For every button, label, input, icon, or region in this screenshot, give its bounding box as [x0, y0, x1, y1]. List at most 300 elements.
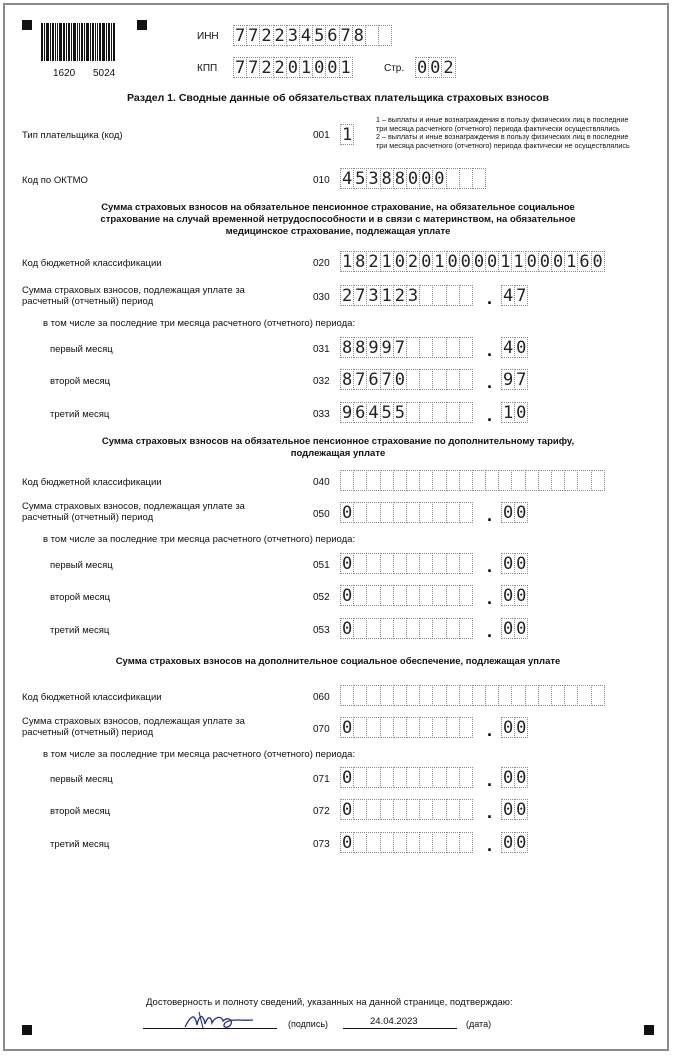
char-cell	[419, 585, 433, 606]
char-cell	[459, 799, 473, 820]
char-cell	[380, 470, 394, 491]
char-cell: 0	[341, 800, 353, 820]
page-number-field	[415, 57, 455, 78]
char-cell	[485, 685, 499, 706]
char-cell	[459, 553, 473, 574]
char-cell	[353, 553, 367, 574]
char-cell: 0	[421, 252, 432, 272]
char-cell	[432, 799, 446, 820]
block1-title	[5, 202, 671, 238]
char-cell	[380, 717, 394, 738]
char-cell: 0	[516, 503, 527, 523]
char-cell	[446, 553, 460, 574]
decimal-part	[501, 717, 527, 738]
integer-part	[340, 585, 472, 606]
char-cell: 0	[516, 768, 527, 788]
decimal-point: .	[487, 340, 493, 360]
block3-title	[5, 656, 671, 668]
char-cell: 4	[368, 403, 379, 423]
char-cell: 0	[592, 252, 603, 272]
char-cell	[551, 685, 565, 706]
block1-m1-code: 031	[313, 344, 330, 355]
char-cell: 1	[566, 252, 577, 272]
char-cell	[393, 717, 407, 738]
block1-kbk-field	[340, 251, 604, 272]
block1-m1-label: первый месяц	[50, 344, 113, 355]
block2-sum-code: 050	[313, 509, 330, 520]
block2-kbk-field	[340, 470, 604, 491]
decimal-point: .	[487, 720, 493, 740]
char-cell	[366, 553, 380, 574]
char-cell	[366, 502, 380, 523]
char-cell: 4	[300, 26, 312, 46]
char-cell	[366, 585, 380, 606]
decimal-part	[501, 767, 527, 788]
decimal-part	[501, 618, 527, 639]
char-cell	[432, 767, 446, 788]
char-cell: 0	[502, 768, 514, 788]
char-cell	[353, 767, 367, 788]
char-cell	[419, 337, 433, 358]
char-cell	[380, 502, 394, 523]
confirmation-text: Достоверность и полноту сведений, указанных на данной странице, подтверждаю:	[146, 997, 513, 1008]
char-cell: 0	[516, 833, 527, 853]
char-cell	[432, 618, 446, 639]
signature-label: (подпись)	[288, 1019, 329, 1029]
char-cell: 0	[341, 833, 353, 853]
char-cell: 0	[502, 619, 514, 639]
char-cell: 8	[394, 169, 405, 189]
char-cell: 2	[407, 252, 419, 272]
char-cell	[498, 470, 512, 491]
decimal-part	[501, 337, 527, 358]
char-cell: 9	[381, 338, 392, 358]
inn-field	[233, 25, 391, 46]
char-cell	[406, 685, 420, 706]
char-cell	[446, 799, 460, 820]
char-cell: 7	[340, 26, 351, 46]
char-cell	[525, 470, 539, 491]
char-cell	[591, 470, 605, 491]
char-cell	[459, 585, 473, 606]
char-cell	[459, 685, 473, 706]
char-cell: 2	[274, 58, 285, 78]
char-cell: 0	[487, 252, 498, 272]
block1-m3-label: третий месяц	[50, 409, 110, 420]
char-cell	[446, 685, 460, 706]
block1-title-line3: медицинское страхование, подлежащая уплате	[225, 226, 451, 237]
char-cell	[432, 685, 446, 706]
char-cell	[446, 832, 460, 853]
form-page	[3, 3, 669, 1051]
integer-part	[340, 553, 472, 574]
char-cell	[419, 767, 433, 788]
integer-part	[340, 402, 472, 423]
char-cell	[459, 832, 473, 853]
block1-sum-code: 030	[313, 292, 330, 303]
payer-type-field	[340, 124, 353, 145]
block2-title	[5, 436, 671, 460]
char-cell	[446, 717, 460, 738]
block3-sum-label	[22, 716, 245, 738]
payer-type-note-1: 1 – выплаты и иные вознаграждения в пользу физических лиц в последние	[376, 115, 629, 124]
char-cell: 4	[502, 286, 514, 306]
block2-m2-label: второй месяц	[50, 592, 111, 603]
char-cell: 0	[314, 58, 325, 78]
char-cell: 0	[394, 252, 405, 272]
char-cell	[393, 502, 407, 523]
block3-months-label: в том числе за последние три месяца расчетного (отчетного) периода:	[43, 749, 356, 760]
char-cell	[459, 470, 473, 491]
block3-m2-label: второй месяц	[50, 806, 111, 817]
char-cell: 7	[381, 370, 392, 390]
char-cell	[380, 685, 394, 706]
char-cell	[406, 402, 420, 423]
corner-marker-bottom-right	[644, 1025, 654, 1035]
char-cell: 3	[368, 169, 379, 189]
decimal-part	[501, 502, 527, 523]
char-cell	[393, 618, 407, 639]
block1-m3-code: 033	[313, 409, 330, 420]
char-cell	[525, 685, 539, 706]
char-cell: 7	[248, 58, 259, 78]
char-cell: 0	[502, 800, 514, 820]
block3-m1-label: первый месяц	[50, 774, 113, 785]
char-cell	[419, 369, 433, 390]
decimal-point: .	[487, 288, 493, 308]
block2-sum-label	[22, 501, 245, 523]
char-cell	[353, 717, 367, 738]
char-cell	[406, 369, 420, 390]
char-cell: 3	[287, 26, 298, 46]
decimal-point: .	[487, 405, 493, 425]
char-cell: 0	[526, 252, 537, 272]
char-cell	[511, 685, 525, 706]
char-cell: 1	[341, 252, 353, 272]
char-cell	[459, 369, 473, 390]
date-line	[343, 1028, 457, 1029]
oktmo-code: 010	[313, 175, 330, 186]
char-cell	[432, 502, 446, 523]
char-cell: 7	[516, 286, 527, 306]
char-cell: 2	[394, 286, 405, 306]
decimal-part	[501, 369, 527, 390]
char-cell: 4	[502, 338, 514, 358]
char-cell	[393, 470, 407, 491]
char-cell: 5	[381, 403, 392, 423]
date-label: (дата)	[466, 1019, 492, 1029]
char-cell: 7	[355, 370, 366, 390]
integer-part	[340, 767, 472, 788]
oktmo-field	[340, 168, 485, 189]
char-cell	[406, 502, 420, 523]
char-cell: 1	[381, 286, 392, 306]
block2-m1-code: 051	[313, 560, 330, 571]
char-cell	[446, 502, 460, 523]
char-cell	[459, 618, 473, 639]
block1-title-line1: Сумма страховых взносов на обязательное пенсионное страхование, на обязательное социальное	[101, 202, 575, 213]
char-cell	[365, 25, 379, 46]
corner-marker-top-right	[137, 20, 147, 30]
char-cell	[406, 337, 420, 358]
char-cell	[446, 285, 460, 306]
char-cell	[380, 618, 394, 639]
char-cell: 0	[341, 503, 353, 523]
char-cell: 2	[261, 58, 272, 78]
char-cell	[393, 767, 407, 788]
char-cell: 0	[502, 554, 514, 574]
char-cell	[538, 470, 552, 491]
char-cell: 7	[248, 26, 259, 46]
char-cell: 0	[421, 169, 432, 189]
char-cell	[406, 767, 420, 788]
char-cell	[406, 585, 420, 606]
char-cell	[406, 618, 420, 639]
block2-m2-code: 052	[313, 592, 330, 603]
char-cell	[406, 799, 420, 820]
char-cell: 0	[341, 619, 353, 639]
char-cell: 0	[502, 833, 514, 853]
char-cell: 2	[341, 286, 353, 306]
decimal-point: .	[487, 372, 493, 392]
char-cell: 0	[516, 718, 527, 738]
block2-m1-label: первый месяц	[50, 560, 113, 571]
char-cell: 7	[234, 58, 246, 78]
integer-part	[340, 717, 472, 738]
payer-type-code: 001	[313, 130, 330, 141]
char-cell	[419, 799, 433, 820]
char-cell: 7	[234, 26, 246, 46]
char-cell: 0	[287, 58, 298, 78]
integer-part	[340, 832, 472, 853]
char-cell: 6	[579, 252, 590, 272]
block3-m2-code: 072	[313, 806, 330, 817]
integer-part	[340, 799, 472, 820]
char-cell	[446, 470, 460, 491]
char-cell	[432, 585, 446, 606]
char-cell	[472, 685, 486, 706]
char-cell: 1	[340, 58, 351, 78]
integer-part	[340, 285, 472, 306]
char-cell	[432, 832, 446, 853]
decimal-point: .	[487, 770, 493, 790]
char-cell	[393, 799, 407, 820]
block1-sum-label-line2: расчетный (отчетный) период	[22, 296, 154, 307]
char-cell	[366, 618, 380, 639]
block3-sum-label-line2: расчетный (отчетный) период	[22, 727, 154, 738]
char-cell	[432, 369, 446, 390]
decimal-point: .	[487, 556, 493, 576]
char-cell	[446, 585, 460, 606]
char-cell	[459, 717, 473, 738]
char-cell	[591, 685, 605, 706]
block2-sum-label-line1: Сумма страховых взносов, подлежащая уплате за	[22, 501, 245, 512]
payer-type-note-2: 2 – выплаты и иные вознаграждения в пользу физических лиц в последние	[376, 132, 629, 141]
block2-sum-label-line2: расчетный (отчетный) период	[22, 512, 154, 523]
char-cell: 0	[502, 718, 514, 738]
block3-sum-code: 070	[313, 724, 330, 735]
char-cell: 6	[355, 403, 366, 423]
char-cell: 0	[341, 718, 353, 738]
char-cell	[406, 717, 420, 738]
char-cell: 1	[502, 403, 514, 423]
char-cell	[459, 337, 473, 358]
char-cell: 8	[355, 338, 366, 358]
char-cell: 8	[341, 338, 353, 358]
char-cell	[380, 832, 394, 853]
char-cell	[380, 585, 394, 606]
char-cell	[432, 285, 446, 306]
char-cell: 0	[516, 554, 527, 574]
char-cell	[406, 553, 420, 574]
decimal-part	[501, 285, 527, 306]
char-cell	[393, 832, 407, 853]
char-cell	[538, 685, 552, 706]
block1-title-line2: страхование на случай временной нетрудоспособности и в связи с материнством, на обязательное	[100, 214, 576, 225]
payer-type-note-1b: три месяца расчетного (отчетного) периода фактически осуществлялись	[376, 123, 620, 133]
decimal-point: .	[487, 802, 493, 822]
char-cell	[366, 685, 380, 706]
integer-part	[340, 502, 472, 523]
char-cell	[393, 585, 407, 606]
char-cell	[432, 470, 446, 491]
char-cell: 6	[327, 26, 338, 46]
char-cell	[340, 470, 354, 491]
block2-months-label: в том числе за последние три месяца расчетного (отчетного) периода:	[43, 534, 356, 545]
block3-m1-code: 071	[313, 774, 330, 785]
char-cell: 0	[516, 338, 527, 358]
char-cell: 8	[353, 26, 364, 46]
char-cell	[366, 717, 380, 738]
char-cell	[353, 470, 367, 491]
char-cell: 5	[314, 26, 325, 46]
char-cell: 0	[434, 169, 445, 189]
char-cell: 0	[552, 252, 564, 272]
decimal-part	[501, 799, 527, 820]
decimal-point: .	[487, 588, 493, 608]
block1-months-label: в том числе за последние три месяца расчетного (отчетного) периода:	[43, 318, 356, 329]
char-cell	[459, 402, 473, 423]
char-cell: 7	[355, 286, 366, 306]
char-cell: 8	[341, 370, 353, 390]
barcode-number-right: 5024	[93, 68, 116, 79]
char-cell: 0	[473, 252, 485, 272]
barcode-number-left: 1620	[53, 68, 76, 79]
char-cell	[380, 799, 394, 820]
char-cell: 5	[355, 169, 366, 189]
char-cell: 0	[416, 58, 428, 78]
char-cell: 8	[381, 169, 392, 189]
char-cell: 0	[341, 768, 353, 788]
block2-title-line2: подлежащая уплате	[290, 448, 386, 459]
block1-sum-label	[22, 285, 245, 307]
char-cell: 0	[539, 252, 551, 272]
char-cell: 1	[500, 252, 511, 272]
char-cell	[380, 767, 394, 788]
char-cell	[393, 553, 407, 574]
char-cell	[419, 402, 433, 423]
kpp-label: КПП	[197, 63, 218, 74]
char-cell: 9	[368, 338, 379, 358]
char-cell: 2	[443, 58, 454, 78]
block3-kbk-code: 060	[313, 692, 330, 703]
block2-kbk-label: Код бюджетной классификации	[22, 477, 162, 488]
signature-line	[143, 1028, 277, 1029]
char-cell	[446, 337, 460, 358]
char-cell: 9	[502, 370, 514, 390]
char-cell	[353, 685, 367, 706]
char-cell	[406, 470, 420, 491]
date-value: 24.04.2023	[370, 1016, 418, 1027]
char-cell: 0	[430, 58, 441, 78]
char-cell	[577, 470, 591, 491]
char-cell: 4	[341, 169, 353, 189]
decimal-part	[501, 585, 527, 606]
corner-marker-top-left	[22, 20, 32, 30]
block1-sum-label-line1: Сумма страховых взносов, подлежащая уплате за	[22, 285, 245, 296]
char-cell: 8	[355, 252, 366, 272]
char-cell	[551, 470, 565, 491]
barcode	[41, 19, 127, 61]
section-title: Раздел 1. Сводные данные об обязательствах плательщика страховых взносов	[127, 92, 549, 104]
char-cell: 0	[407, 169, 419, 189]
char-cell: 0	[516, 800, 527, 820]
char-cell	[366, 470, 380, 491]
integer-part	[340, 618, 472, 639]
char-cell	[459, 767, 473, 788]
char-cell	[446, 402, 460, 423]
payer-type-note-2b: три месяца расчетного (отчетного) периода фактически не осуществлялись	[376, 140, 630, 150]
char-cell	[419, 832, 433, 853]
block3-m3-code: 073	[313, 839, 330, 850]
char-cell	[432, 553, 446, 574]
char-cell: 0	[341, 554, 353, 574]
integer-part	[340, 337, 472, 358]
block2-title-line1: Сумма страховых взносов на обязательное пенсионное страхование по дополнительному тарифу,	[101, 436, 575, 447]
char-cell	[340, 685, 354, 706]
char-cell	[498, 685, 512, 706]
char-cell	[446, 767, 460, 788]
char-cell	[419, 470, 433, 491]
char-cell: 0	[460, 252, 471, 272]
char-cell	[353, 618, 367, 639]
block3-title-line1: Сумма страховых взносов на дополнительное социальное обеспечение, подлежащая уплате	[115, 656, 561, 667]
block1-m2-code: 032	[313, 376, 330, 387]
char-cell	[419, 285, 433, 306]
char-cell	[446, 369, 460, 390]
char-cell	[472, 470, 486, 491]
char-cell: 0	[447, 252, 458, 272]
char-cell	[419, 553, 433, 574]
page-label: Стр.	[384, 63, 405, 74]
char-cell: 0	[516, 619, 527, 639]
char-cell	[419, 502, 433, 523]
char-cell: 2	[261, 26, 272, 46]
char-cell	[459, 285, 473, 306]
decimal-part	[501, 832, 527, 853]
kpp-field	[233, 57, 352, 78]
char-cell	[511, 470, 525, 491]
block2-m3-code: 053	[313, 625, 330, 636]
decimal-point: .	[487, 621, 493, 641]
payer-type-label: Тип плательщика (код)	[22, 130, 123, 141]
char-cell	[432, 337, 446, 358]
char-cell	[432, 717, 446, 738]
decimal-point: .	[487, 835, 493, 855]
char-cell	[419, 685, 433, 706]
char-cell: 3	[368, 286, 379, 306]
corner-marker-bottom-left	[22, 1025, 32, 1035]
